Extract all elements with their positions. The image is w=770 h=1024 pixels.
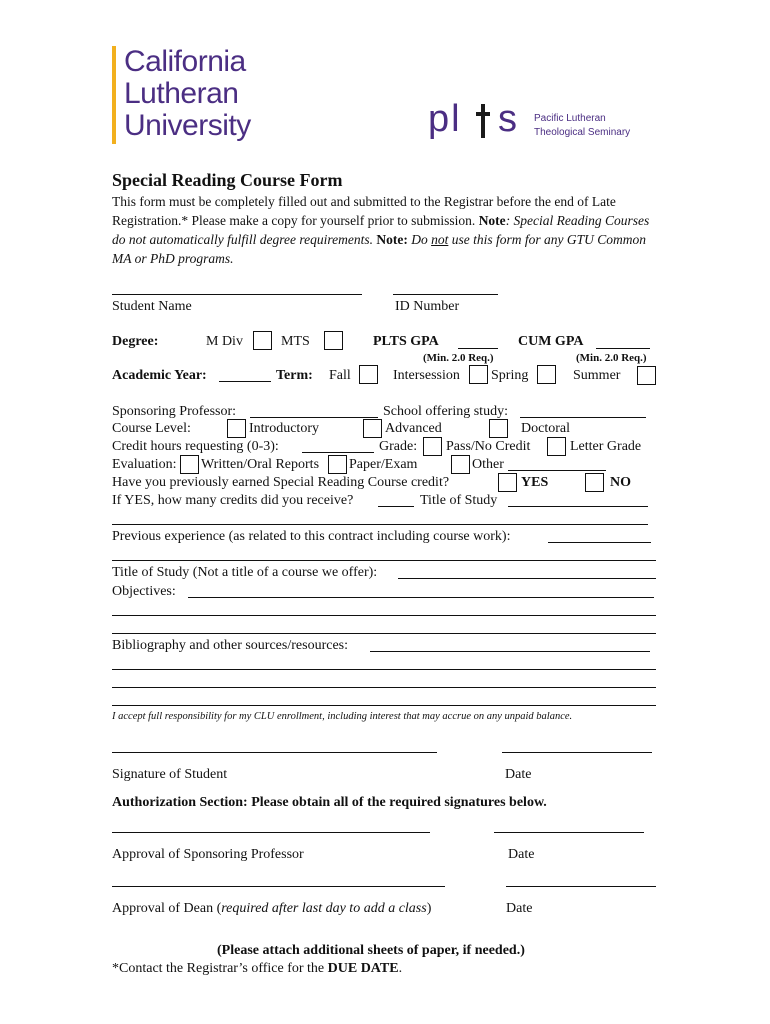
credits-received-field[interactable] [378, 506, 414, 507]
student-date-field[interactable] [502, 752, 652, 753]
title-of-study-continuation-field[interactable] [112, 524, 648, 525]
introductory-label: Introductory [249, 421, 319, 436]
letter-grade-checkbox[interactable] [547, 437, 566, 456]
attach-note: (Please attach additional sheets of paper, if needed.) [217, 943, 525, 958]
school-offering-field[interactable] [520, 417, 646, 418]
title-of-study-short-field[interactable] [508, 506, 648, 507]
academic-year-field[interactable] [219, 381, 271, 382]
credit-hours-field[interactable] [302, 452, 374, 453]
sponsoring-professor-field[interactable] [250, 417, 378, 418]
course-level-label: Course Level: [112, 421, 191, 436]
mdiv-label: M Div [206, 334, 243, 349]
doctoral-checkbox[interactable] [489, 419, 508, 438]
pass-no-credit-label: Pass/No Credit [446, 439, 531, 454]
bibliography-line-3[interactable] [112, 687, 656, 688]
previous-experience-label: Previous experience (as related to this contract including course work): [112, 529, 511, 544]
student-signature-label: Signature of Student [112, 767, 228, 782]
authorization-heading: Authorization Section: Please obtain all of the required signatures below. [112, 795, 547, 810]
dean-date-field[interactable] [506, 886, 656, 887]
introductory-checkbox[interactable] [227, 419, 246, 438]
cross-icon [476, 104, 490, 138]
spring-label: Spring [491, 368, 529, 383]
cum-gpa-label: CUM GPA [518, 334, 584, 349]
academic-year-label: Academic Year: [112, 368, 207, 383]
bibliography-label: Bibliography and other sources/resources: [112, 638, 348, 653]
plts-seminary-name-line1: Pacific Lutheran [534, 113, 606, 124]
paper-exam-checkbox[interactable] [328, 455, 347, 474]
yes-label: YES [521, 475, 549, 490]
student-date-label: Date [505, 767, 532, 782]
degree-label: Degree: [112, 334, 159, 349]
title-of-study-long-label: Title of Study (Not a title of a course we offer): [112, 565, 378, 580]
clu-logo-accent-bar [112, 46, 116, 144]
cum-gpa-min-note: (Min. 2.0 Req.) [576, 352, 647, 364]
other-field[interactable] [508, 470, 606, 471]
student-name-label: Student Name [112, 299, 192, 314]
student-name-field[interactable] [112, 294, 362, 295]
no-checkbox[interactable] [585, 473, 604, 492]
fall-checkbox[interactable] [359, 365, 378, 384]
previously-earned-question: Have you previously earned Special Reading Course credit? [112, 475, 450, 490]
mdiv-checkbox[interactable] [253, 331, 272, 350]
intersession-label: Intersession [393, 368, 460, 383]
student-signature-field[interactable] [112, 752, 437, 753]
plts-gpa-min-note: (Min. 2.0 Req.) [423, 352, 494, 364]
evaluation-label: Evaluation: [112, 457, 177, 472]
professor-date-label: Date [508, 847, 535, 862]
summer-checkbox[interactable] [637, 366, 656, 385]
dean-approval-label: Approval of Dean (required after last day to add a class) [112, 901, 432, 916]
plts-logo-mark: pl [428, 98, 462, 140]
clu-logo-line: California [124, 45, 246, 78]
objectives-line-2[interactable] [112, 615, 656, 616]
professor-approval-label: Approval of Sponsoring Professor [112, 847, 304, 862]
advanced-label: Advanced [385, 421, 442, 436]
doctoral-label: Doctoral [521, 421, 570, 436]
objectives-field[interactable] [188, 597, 654, 598]
fall-label: Fall [329, 368, 351, 383]
other-checkbox[interactable] [451, 455, 470, 474]
paper-exam-label: Paper/Exam [349, 457, 418, 472]
sponsoring-professor-label: Sponsoring Professor: [112, 404, 237, 419]
plts-seminary-name-line2: Theological Seminary [534, 127, 631, 138]
plts-gpa-label: PLTS GPA [373, 334, 439, 349]
mts-checkbox[interactable] [324, 331, 343, 350]
term-label: Term: [276, 368, 313, 383]
dean-date-label: Date [506, 901, 533, 916]
previous-experience-continuation-field[interactable] [112, 560, 656, 561]
clu-logo-line: University [124, 109, 251, 142]
other-label: Other [472, 457, 504, 472]
pass-no-credit-checkbox[interactable] [423, 437, 442, 456]
cum-gpa-field[interactable] [596, 348, 650, 349]
objectives-label: Objectives: [112, 584, 176, 599]
title-of-study-short-label: Title of Study [420, 493, 498, 508]
title-of-study-long-field[interactable] [398, 578, 656, 579]
mts-label: MTS [281, 334, 310, 349]
professor-approval-field[interactable] [112, 832, 430, 833]
bibliography-field[interactable] [370, 651, 650, 652]
spring-checkbox[interactable] [537, 365, 556, 384]
intro-paragraph: This form must be completely filled out and submitted to the Registrar before the end of Late Registration.* Please make a copy for yourself prior to submission. Note: Special Reading Courses do not automatically fulfill degree requirements. Note: Do not use this form for any GTU Common MA or PhD programs. [112, 194, 650, 266]
bibliography-line-2[interactable] [112, 669, 656, 670]
id-number-label: ID Number [395, 299, 460, 314]
credit-hours-label: Credit hours requesting (0-3): [112, 439, 279, 454]
plts-gpa-field[interactable] [458, 348, 498, 349]
bibliography-line-4[interactable] [112, 705, 656, 706]
professor-date-field[interactable] [494, 832, 644, 833]
summer-label: Summer [573, 368, 621, 383]
advanced-checkbox[interactable] [363, 419, 382, 438]
previous-experience-field[interactable] [548, 542, 651, 543]
registrar-contact-note: *Contact the Registrar’s office for the DUE DATE. [112, 961, 403, 976]
intersession-checkbox[interactable] [469, 365, 488, 384]
acceptance-statement: I accept full responsibility for my CLU enrollment, including interest that may accrue on any unpaid balance. [112, 711, 573, 722]
form-title: Special Reading Course Form [112, 170, 343, 190]
clu-logo-line: Lutheran [124, 77, 239, 110]
written-oral-checkbox[interactable] [180, 455, 199, 474]
credits-received-question: If YES, how many credits did you receive? [112, 493, 354, 508]
written-oral-label: Written/Oral Reports [201, 457, 320, 472]
grade-label: Grade: [379, 439, 418, 454]
dean-approval-field[interactable] [112, 886, 445, 887]
yes-checkbox[interactable] [498, 473, 517, 492]
school-offering-label: School offering study: [383, 404, 508, 419]
no-label: NO [610, 475, 631, 490]
objectives-line-3[interactable] [112, 633, 656, 634]
id-number-field[interactable] [393, 294, 498, 295]
letter-grade-label: Letter Grade [570, 439, 642, 454]
